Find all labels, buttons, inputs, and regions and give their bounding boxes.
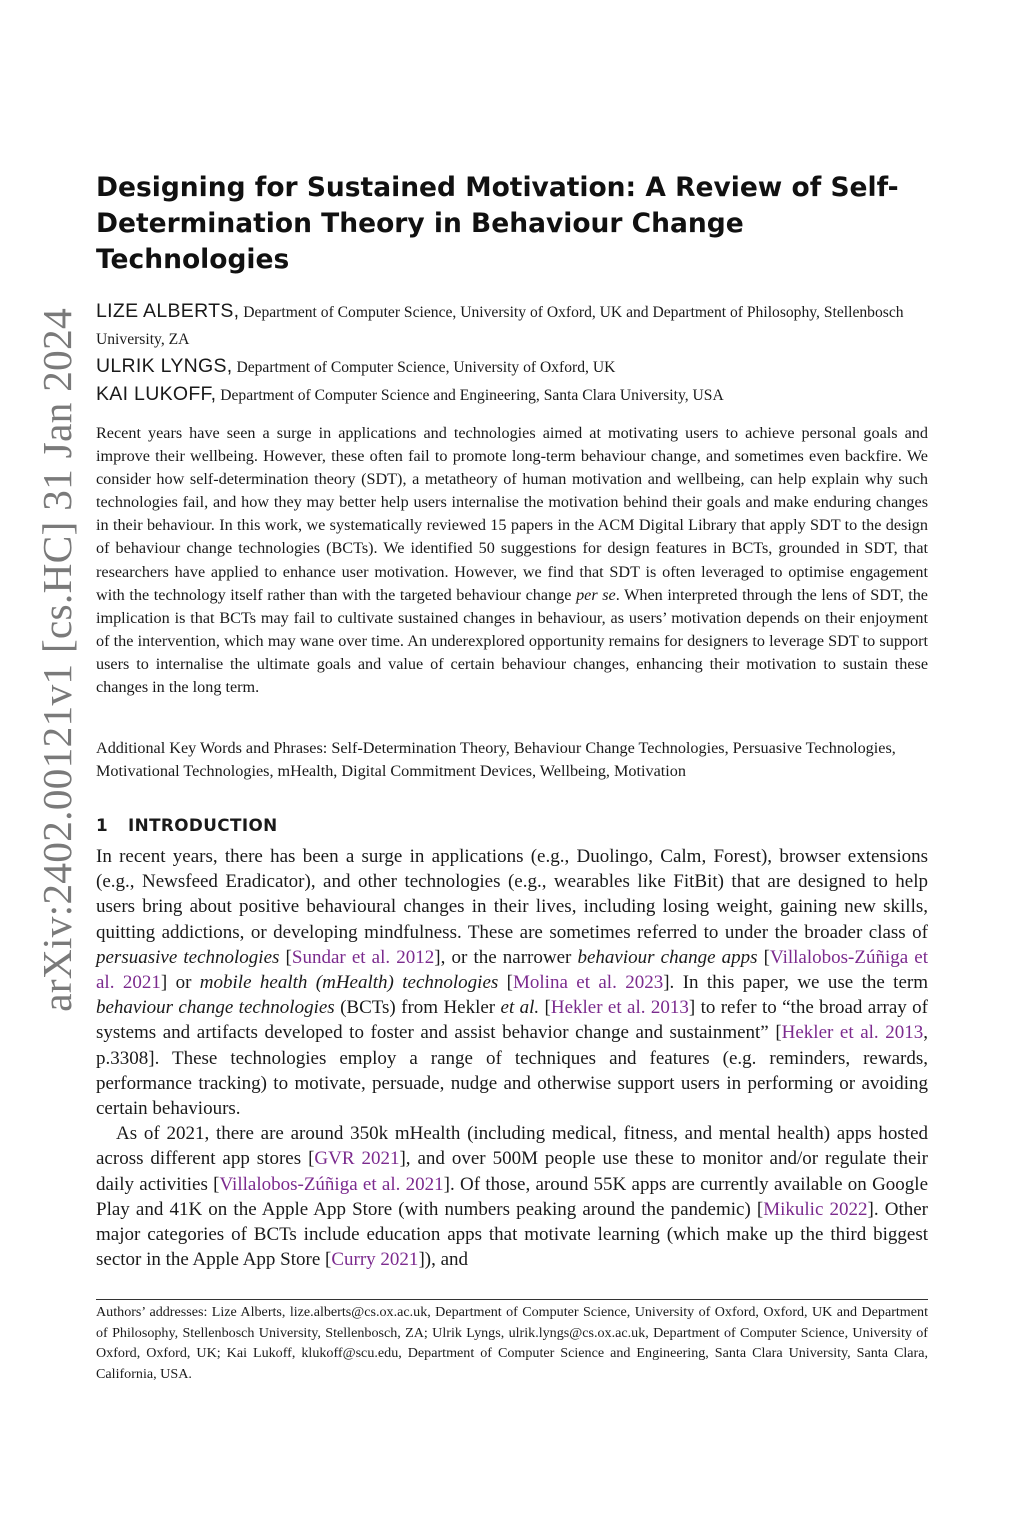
author-affiliation: Department of Computer Science, University of Oxford, UK: [236, 359, 616, 376]
text-run: ], or the narrower: [434, 946, 578, 968]
abstract-emphasis: per se: [576, 585, 616, 604]
citation-link[interactable]: Hekler et al. 2013: [550, 997, 689, 1019]
text-run: [: [279, 946, 292, 968]
author-entry: [96, 353, 936, 381]
section-heading: [96, 815, 278, 835]
keywords: Additional Key Words and Phrases: Self-Determination Theory, Behaviour Change Technologies, Persuasive Technologies, Motivational Technologies, mHealth, Digital Commitment Devices, Wellbeing, Motivation: [96, 739, 896, 781]
authors-addresses-footnote: Authors’ addresses: Lize Alberts, lize.alberts@cs.ox.ac.uk, Department of Computer Science, University of Oxford, Oxford, UK and Department of Philosophy, Stellenbosch University, Stellenbosch, ZA; Ulrik Lyngs, ulrik.lyngs@cs.ox.ac.uk, Department of Computer Science, University of Oxford, Oxford, UK; Kai Lukoff, klukoff@scu.edu, Department of Computer Science and Engineering, Santa Clara University, Santa Clara, California, USA.: [96, 1304, 928, 1382]
text-run: ] or: [160, 972, 200, 994]
text-run: ]), and: [418, 1249, 469, 1271]
text-run: [: [539, 997, 551, 1019]
emphasis: persuasive technologies: [96, 946, 280, 968]
emphasis: mobile health (mHealth) technologies: [199, 972, 499, 994]
emphasis: et al.: [500, 997, 540, 1019]
section-title: INTRODUCTION: [128, 815, 278, 835]
text-run: ]. Of those, around 55K apps are currently available on Google Play and 41K on the Apple App Store (with numbers peaking around the pandemic) [: [96, 1173, 929, 1220]
author-list: [96, 298, 936, 409]
author-affiliation: Department of Computer Science and Engineering, Santa Clara University, USA: [220, 387, 724, 404]
text-run: [: [498, 972, 513, 994]
text-run: ] to refer to “the broad array of systems and artifacts developed to foster and assist behavior change and sustainment” [: [96, 997, 928, 1044]
citation-link[interactable]: Curry 2021: [331, 1249, 419, 1271]
body-text: [96, 844, 928, 1272]
author-name: KAI LUKOFF,: [96, 383, 217, 405]
abstract-text: . When interpreted through the lens of SDT, the implication is that BCTs may fail to cultivate sustained changes in behaviour, as users’ motivation depends on their enjoyment of the intervention, which may wane over time. An underexplored opportunity remains for designers to leverage SDT to support users to internalise the ultimate goals and value of certain behaviour changes, enhancing their motivation to sustain these changes in the long term.: [96, 585, 928, 697]
text-run: In recent years, there has been a surge in applications (e.g., Duolingo, Calm, Forest), browser extensions (e.g., Newsfeed Eradicator), and other technologies (e.g., wearables like FitBit) that are designed to help users bring about positive behavioural changes in their lives, including losing weight, gaining new skills, quitting addictions, or developing mindfulness. These are sometimes referred to under the broader class of: [96, 846, 928, 943]
abstract: [96, 422, 928, 699]
citation-link[interactable]: GVR 2021: [314, 1148, 400, 1170]
text-run: ]. In this paper, we use the term: [663, 972, 928, 994]
text-run: As of 2021, there are around 350k mHealth (including medical, fitness, and mental health) apps hosted across different app stores [: [96, 1123, 928, 1170]
arxiv-identifier: arXiv:2402.00121v1 [cs.HC] 31 Jan 2024: [34, 308, 80, 1012]
text-run: ], and over 500M people use these to monitor and/or regulate their daily activities [: [96, 1148, 928, 1195]
paragraph: [96, 1121, 928, 1272]
emphasis: behaviour change technologies: [96, 997, 335, 1019]
author-affiliation: Department of Computer Science, University of Oxford, UK and Department of Philosophy, Stellenbosch University, ZA: [96, 304, 904, 348]
text-run: [: [757, 946, 771, 968]
citation-link[interactable]: Mikulic 2022: [763, 1198, 868, 1220]
text-run: , p.3308]. These technologies employ a range of techniques and features (e.g. reminders, rewards, performance tracking) to motivate, persuade, nudge and otherwise support users in performing or avoiding certain behaviours.: [96, 1022, 928, 1120]
footnote-divider: [96, 1299, 928, 1300]
paper-title: Designing for Sustained Motivation: A Review of Self-Determination Theory in Behaviour Change Technologies: [96, 172, 899, 275]
citation-link[interactable]: Villalobos-Zúñiga et al. 2021: [219, 1173, 444, 1195]
author-entry: [96, 381, 936, 409]
text-run: (BCTs) from Hekler: [334, 997, 501, 1019]
emphasis: behaviour change apps: [577, 946, 758, 968]
citation-link[interactable]: Sundar et al. 2012: [291, 946, 435, 968]
author-entry: [96, 298, 936, 353]
citation-link[interactable]: Villalobos-Zúñiga et al. 2021: [96, 946, 929, 994]
author-name: ULRIK LYNGS,: [96, 355, 233, 377]
paragraph: [96, 844, 928, 1121]
author-name: LIZE ALBERTS,: [96, 300, 240, 322]
text-run: ]. Other major categories of BCTs include education apps that motivate learning (which make up the third biggest sector in the Apple App Store [: [96, 1198, 928, 1271]
citation-link[interactable]: Hekler et al. 2013: [781, 1022, 924, 1044]
section-number: 1: [96, 815, 109, 835]
abstract-text: Recent years have seen a surge in applications and technologies aimed at motivating users to achieve personal goals and improve their wellbeing. However, these often fail to promote long-term behaviour change, and sometimes even backfire. We consider how self-determination theory (SDT), a metatheory of human motivation and wellbeing, can help explain why such technologies fail, and how they may better help users internalise the motivation behind their goals and make enduring changes in their behaviour. In this work, we systematically reviewed 15 papers in the ACM Digital Library that apply SDT to the design of behaviour change technologies (BCTs). We identified 50 suggestions for design features in BCTs, grounded in SDT, that researchers have applied to enhance user motivation. However, we find that SDT is often leveraged to optimise engagement with the technology itself rather than with the targeted behaviour change: [96, 424, 928, 604]
citation-link[interactable]: Molina et al. 2023: [513, 972, 664, 994]
